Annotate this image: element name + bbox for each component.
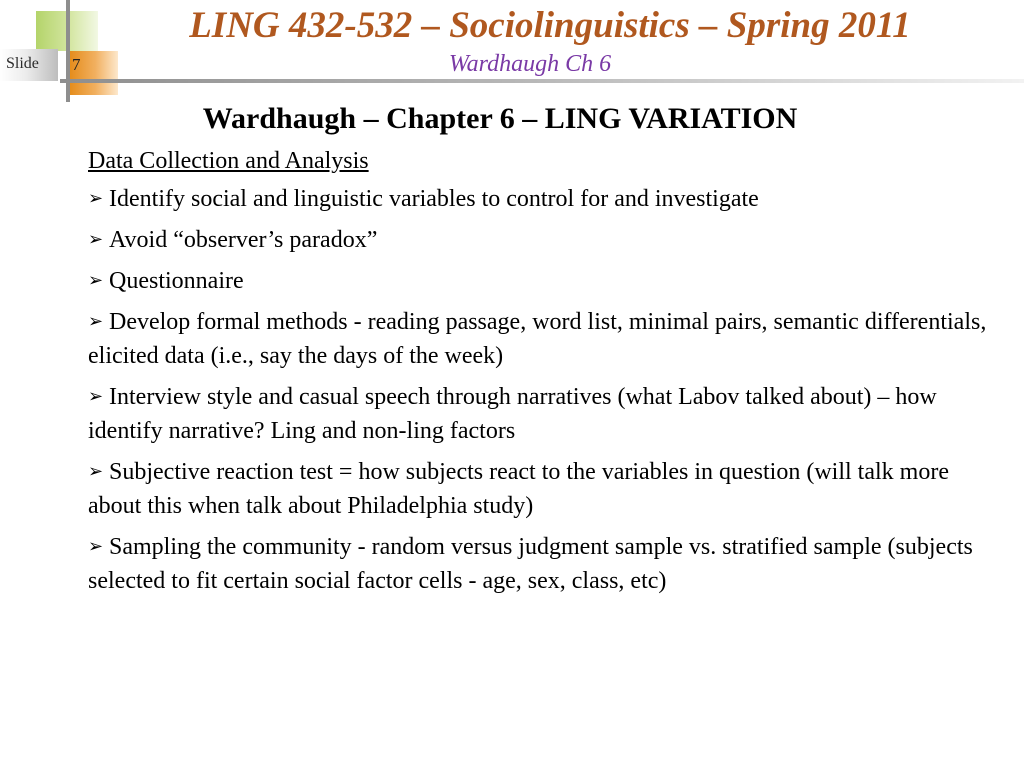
slide-label: Slide xyxy=(6,55,39,72)
bullet-item xyxy=(88,305,1008,373)
bullet-item xyxy=(88,455,1008,523)
section-title: Data Collection and Analysis xyxy=(88,148,369,174)
bullet-item xyxy=(88,530,1008,598)
arrow-bullet-icon: ➢ xyxy=(88,461,104,482)
bullet-text: Interview style and casual speech through narratives (what Labov talked about) – how identify narrative? Ling and non-ling factors xyxy=(88,384,937,444)
course-subtitle: Wardhaugh Ch 6 xyxy=(448,51,612,77)
arrow-bullet-icon: ➢ xyxy=(88,229,104,250)
bullet-item xyxy=(88,223,1008,257)
bullet-item xyxy=(88,182,1008,216)
bullet-text: Avoid “observer’s paradox” xyxy=(109,227,378,253)
bullet-text: Subjective reaction test = how subjects react to the variables in question (will talk more about this when talk about Philadelphia study) xyxy=(88,459,949,519)
bullet-item xyxy=(88,380,1008,448)
arrow-bullet-icon: ➢ xyxy=(88,386,104,407)
arrow-bullet-icon: ➢ xyxy=(88,188,104,209)
slide-content xyxy=(88,146,1008,605)
slide-heading: Wardhaugh – Chapter 6 – LING VARIATION xyxy=(202,102,798,135)
arrow-bullet-icon: ➢ xyxy=(88,270,104,291)
bullet-list xyxy=(88,182,1008,598)
arrow-bullet-icon: ➢ xyxy=(88,536,104,557)
bullet-item xyxy=(88,264,1008,298)
bullet-text: Identify social and linguistic variables to control for and investigate xyxy=(109,186,759,212)
header-divider-line xyxy=(60,79,1024,83)
slide-number: 7 xyxy=(72,55,81,74)
bullet-text: Develop formal methods - reading passage, word list, minimal pairs, semantic differentials, elicited data (i.e., say the days of the week) xyxy=(88,309,987,369)
vertical-divider xyxy=(66,0,70,102)
bullet-text: Sampling the community - random versus judgment sample vs. stratified sample (subjects selected to fit certain social factor cells - age, sex, class, etc) xyxy=(88,534,973,594)
arrow-bullet-icon: ➢ xyxy=(88,311,104,332)
bullet-text: Questionnaire xyxy=(109,268,244,294)
course-title: LING 432-532 – Sociolinguistics – Spring 2011 xyxy=(189,5,911,46)
